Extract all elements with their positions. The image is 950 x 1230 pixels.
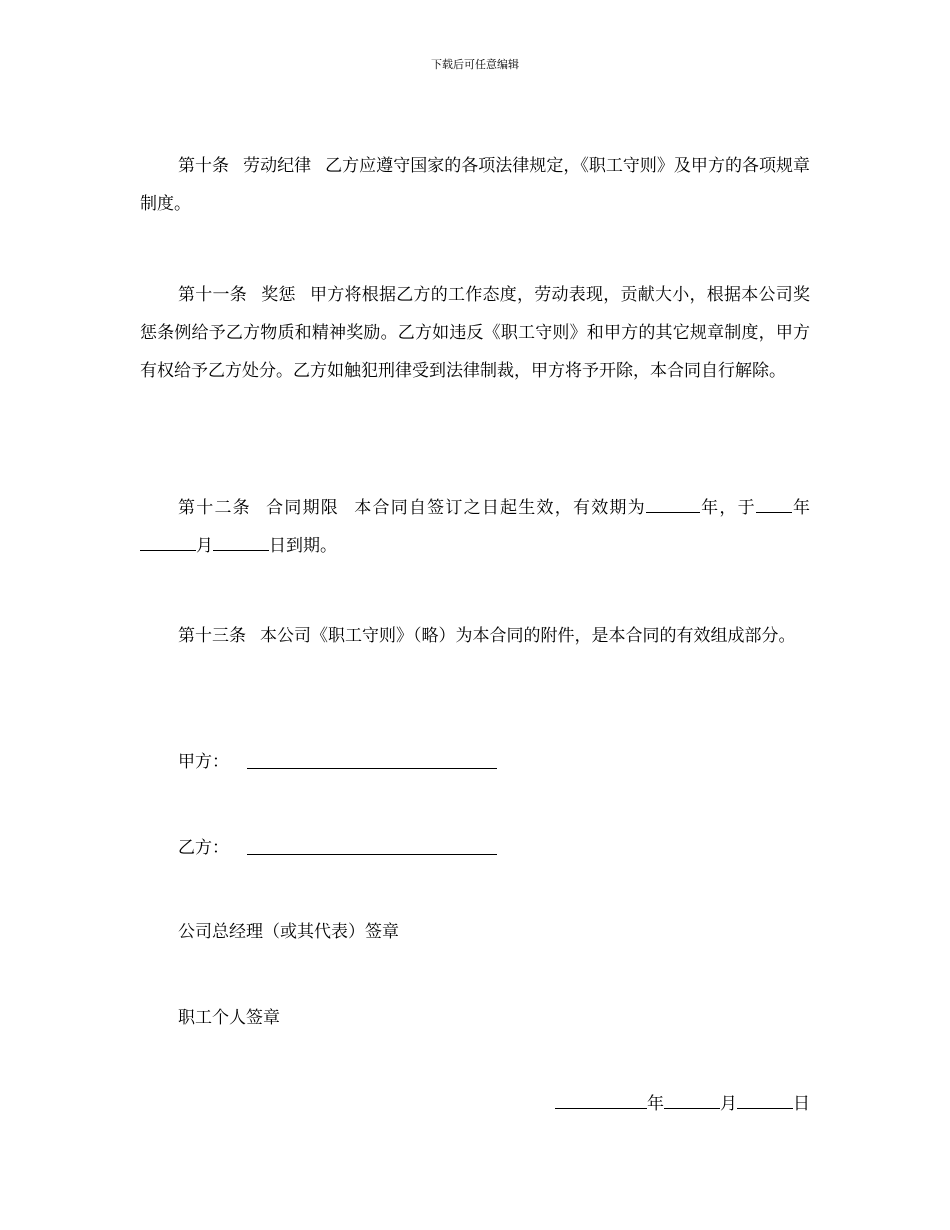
party-a-label: 甲方：: [178, 752, 229, 772]
article-10-text: 乙方应遵守国家的各项法律规定，《职工守则》及甲方的各项规章制度。: [140, 156, 811, 214]
article-11-number: 第十一条: [178, 285, 247, 305]
date-month-label: 月: [720, 1094, 737, 1114]
date-year-blank[interactable]: [555, 1092, 647, 1109]
employee-seal-label: 职工个人签章: [178, 1008, 280, 1028]
date-day-label: 日: [793, 1094, 810, 1114]
article-12-title: 合同期限: [264, 498, 340, 518]
page-header: 下载后可任意编辑: [431, 58, 519, 71]
party-a-signature-blank[interactable]: [247, 750, 497, 769]
article-12-year-label: 年，于: [699, 498, 756, 518]
expiry-day-blank[interactable]: [213, 534, 269, 551]
term-years-blank[interactable]: [646, 496, 700, 513]
party-a-line: [178, 750, 497, 774]
expiry-month-blank[interactable]: [140, 534, 196, 551]
article-13: [140, 617, 810, 655]
manager-seal-label: 公司总经理（或其代表）签章: [178, 922, 399, 942]
article-12-text: 本合同自签订之日起生效，有效期为: [353, 498, 646, 518]
article-10-title: 劳动纪律: [243, 156, 312, 176]
article-13-number: 第十三条: [178, 626, 246, 646]
article-11-title: 奖惩: [261, 285, 296, 305]
article-13-text: 本公司《职工守则》（略）为本合同的附件，是本合同的有效组成部分。: [260, 626, 796, 646]
date-day-blank[interactable]: [737, 1092, 793, 1109]
article-11-text: 甲方将根据乙方的工作态度，劳动表现，贡献大小，根据本公司奖惩条例给予乙方物质和精神奖励。乙方如违反《职工守则》和甲方的其它规章制度，甲方有权给予乙方处分。乙方如触犯刑律受到法律制裁，甲方将予开除，本合同自行解除。: [140, 285, 810, 381]
party-b-line: [178, 836, 497, 860]
article-11: [140, 276, 810, 390]
article-12-month-label: 月: [196, 536, 213, 556]
article-12-number: 第十二条: [178, 498, 251, 518]
date-year-label: 年: [647, 1094, 664, 1114]
article-12-year2-label: 年: [791, 498, 811, 518]
date-month-blank[interactable]: [664, 1092, 720, 1109]
article-12-day-label: 日到期。: [269, 536, 337, 556]
party-b-label: 乙方：: [178, 838, 229, 858]
party-b-signature-blank[interactable]: [247, 836, 497, 855]
article-10-number: 第十条: [178, 156, 230, 176]
expiry-year-blank[interactable]: [756, 496, 792, 513]
article-12: [140, 489, 810, 565]
article-10: [140, 147, 810, 223]
signing-date: [555, 1092, 810, 1116]
